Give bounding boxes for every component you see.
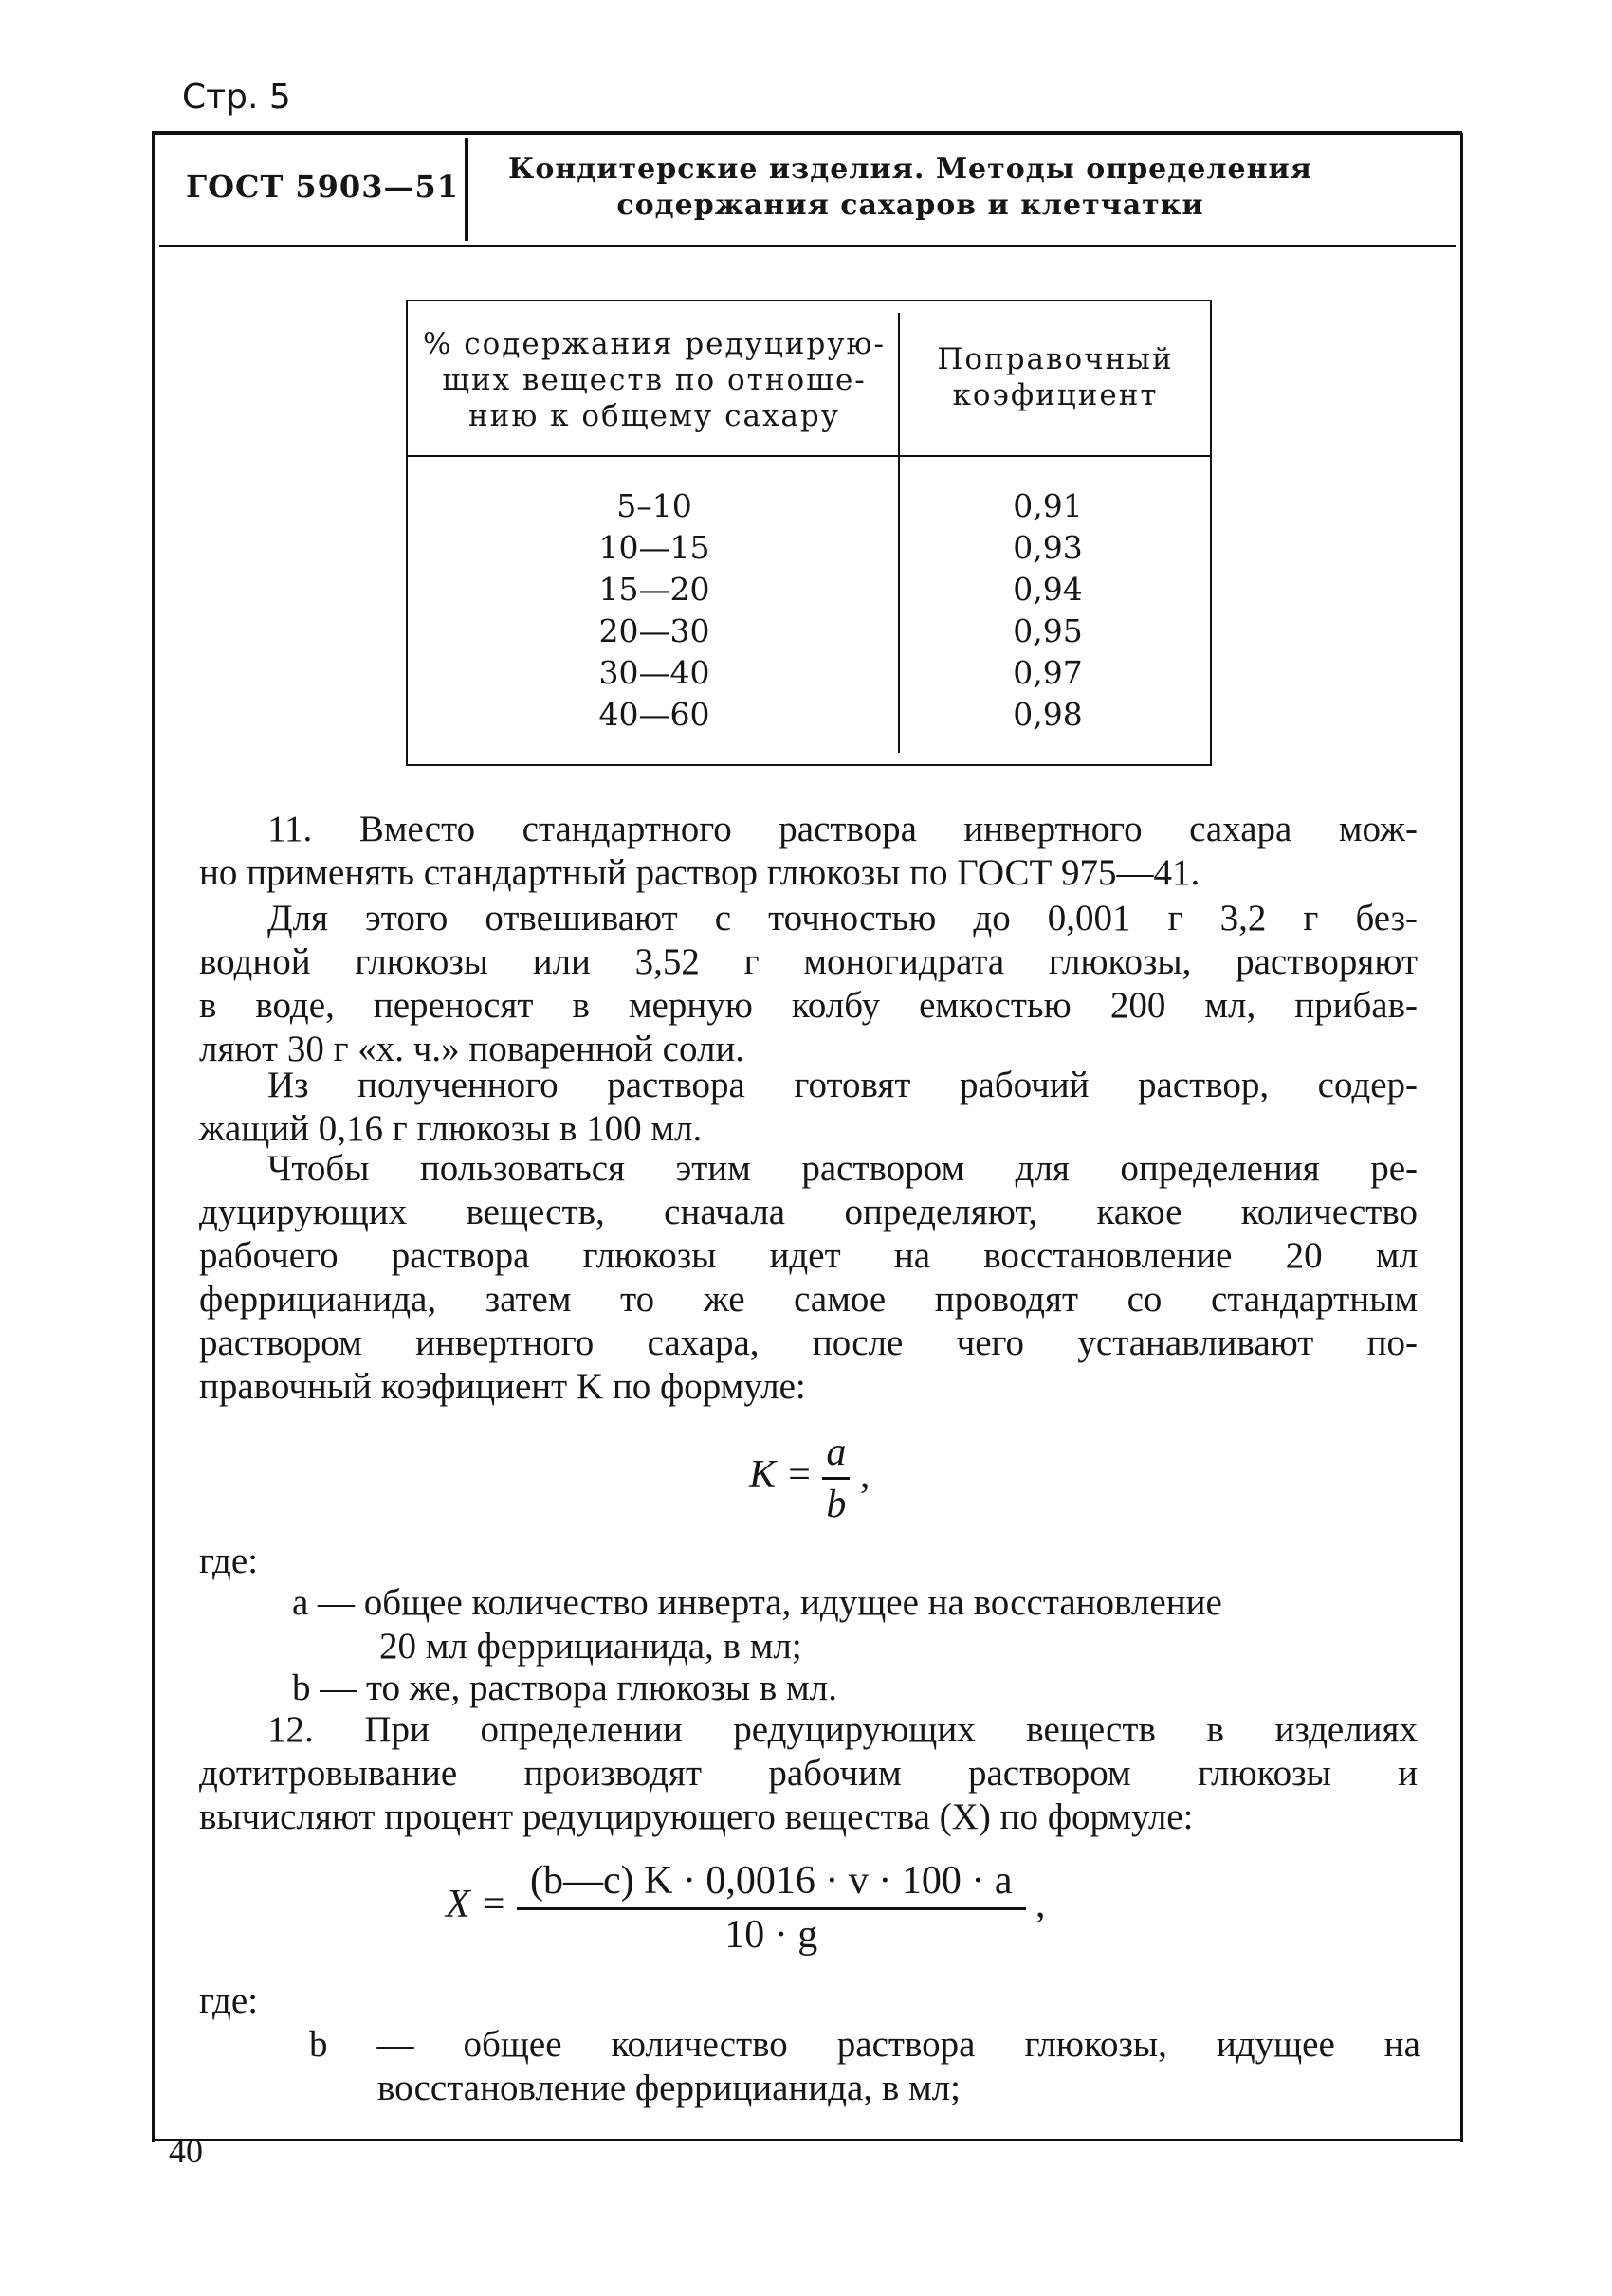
table-row	[417, 610, 1204, 652]
text-line: феррицианида, затем то же самое проводят со стандартным	[199, 1279, 1418, 1320]
where-label-1: где:	[199, 1540, 259, 1581]
text-line: раствором инвертного сахара, после чего устанавливают по-	[199, 1322, 1418, 1363]
table-header-coefficient: Поправочный коэфициент	[937, 342, 1174, 412]
text-line: ляют 30 г «х. ч.» поваренной соли.	[199, 1029, 745, 1069]
table-cell-range: 10—15	[598, 529, 710, 566]
text-line: жащий 0,16 г глюкозы в 100 мл.	[199, 1108, 703, 1149]
formula-k-fraction	[822, 1430, 850, 1527]
table-row	[417, 485, 1204, 527]
text-line: Чтобы пользоваться этим раствором для определения ре-	[267, 1148, 1418, 1189]
formula-x-comma: ,	[1035, 1883, 1046, 1927]
table-row	[417, 652, 1204, 694]
table-header-percent: % содержания редуцирую- щих веществ по отноше- нию к общему сахару	[422, 327, 886, 433]
standard-code: ГОСТ 5903—51	[186, 169, 459, 205]
paragraph-11-procedure	[199, 1147, 1418, 1409]
formula-k-numerator: a	[822, 1430, 850, 1480]
table-cell-coef: 0,94	[1013, 571, 1083, 608]
table-row	[417, 527, 1204, 569]
text-line: правочный коэфициент K по формуле:	[199, 1366, 806, 1407]
text-line: 12. При определении редуцирующих веществ в изделиях	[267, 1709, 1418, 1750]
table-row	[417, 569, 1204, 610]
standard-title	[493, 152, 1328, 224]
table-right-border	[1210, 300, 1212, 766]
text-line: a — общее количество инверта, идущее на восстановление	[292, 1582, 1222, 1623]
header-left-border	[152, 133, 155, 2142]
page-number: 40	[169, 2132, 203, 2170]
text-line: Для этого отвешивают с точностью до 0,001 г 3,2 г без-	[267, 898, 1418, 938]
text-line: 20 мл феррицианида, в мл;	[379, 1626, 802, 1667]
table-cell-coef: 0,98	[1013, 696, 1083, 733]
text-line: рабочего раствора глюкозы идет на восстановление 20 мл	[199, 1235, 1418, 1276]
paragraph-11-working-solution	[199, 1064, 1418, 1151]
table-bottom-rule	[408, 764, 1212, 766]
formula-x-numerator: (b—c) K · 0,0016 · v · 100 · a	[517, 1858, 1026, 1910]
table-cell-range: 15—20	[598, 571, 710, 608]
text-line: 11. Вместо стандартного раствора инвертного сахара мож-	[267, 809, 1418, 849]
text-line: b — общее количество раствора глюкозы, идущее на	[309, 2024, 1420, 2065]
formula-k-lhs: K =	[749, 1453, 813, 1498]
formula-x-lhs: X =	[446, 1883, 507, 1927]
header-top-rule	[152, 131, 1462, 135]
definition-b: b — то же, раствора глюкозы в мл.	[292, 1667, 837, 1708]
paragraph-11	[199, 808, 1418, 895]
formula-k-denominator: b	[826, 1483, 847, 1526]
text-line: водной глюкозы или 3,52 г моногидрата глюкозы, растворяют	[199, 941, 1418, 982]
formula-x	[446, 1858, 1046, 1958]
table-cell-coef: 0,93	[1013, 529, 1083, 566]
formula-k	[749, 1430, 870, 1527]
table-cell-range: 40—60	[598, 696, 710, 733]
page-label: Стр. 5	[182, 78, 291, 117]
table-header-rule	[408, 455, 1212, 457]
text-line: восстановление феррицианида, в мл;	[377, 2068, 961, 2108]
header-right-border	[1460, 133, 1463, 2142]
header-divider	[465, 138, 468, 241]
formula-k-comma: ,	[859, 1453, 870, 1498]
footer-rule	[152, 2139, 1462, 2141]
text-line: дуцирующих веществ, сначала определяют, какое количество	[199, 1192, 1418, 1232]
table-cell-range: 20—30	[598, 612, 710, 649]
text-line: вычисляют процент редуцирующего вещества (X) по формуле:	[199, 1796, 1194, 1837]
table-left-border	[406, 300, 408, 766]
where-label-2: где:	[199, 1980, 259, 2021]
standard-title-line-1: Кондитерские изделия. Методы определения	[508, 153, 1312, 186]
text-line: но применять стандартный раствор глюкозы по ГОСТ 975—41.	[199, 852, 1200, 893]
standard-title-line-2: содержания сахаров и клетчатки	[616, 189, 1204, 222]
paragraph-12	[199, 1708, 1418, 1839]
paragraph-11-weighing	[199, 897, 1418, 1071]
table-cell-coef: 0,97	[1013, 654, 1083, 691]
text-line: дотитровывание производят рабочим раствором глюкозы и	[199, 1753, 1418, 1794]
table-row	[417, 694, 1204, 736]
definition-b-total	[309, 2023, 1420, 2110]
table-cell-range: 5–10	[616, 487, 692, 524]
table-cell-range: 30—40	[598, 654, 710, 691]
table-cell-coef: 0,95	[1013, 612, 1083, 649]
definition-a	[292, 1581, 1420, 1668]
header-bottom-rule	[159, 245, 1456, 247]
text-line: в воде, переносят в мерную колбу емкостью 200 мл, прибав-	[199, 985, 1418, 1026]
table-body	[417, 485, 1204, 736]
table-cell-coef: 0,91	[1013, 487, 1083, 524]
formula-x-denominator: 10 · g	[724, 1913, 818, 1957]
text-line: Из полученного раствора готовят рабочий раствор, содер-	[267, 1065, 1418, 1105]
formula-x-fraction	[517, 1858, 1026, 1958]
table-top-rule	[408, 300, 1212, 301]
